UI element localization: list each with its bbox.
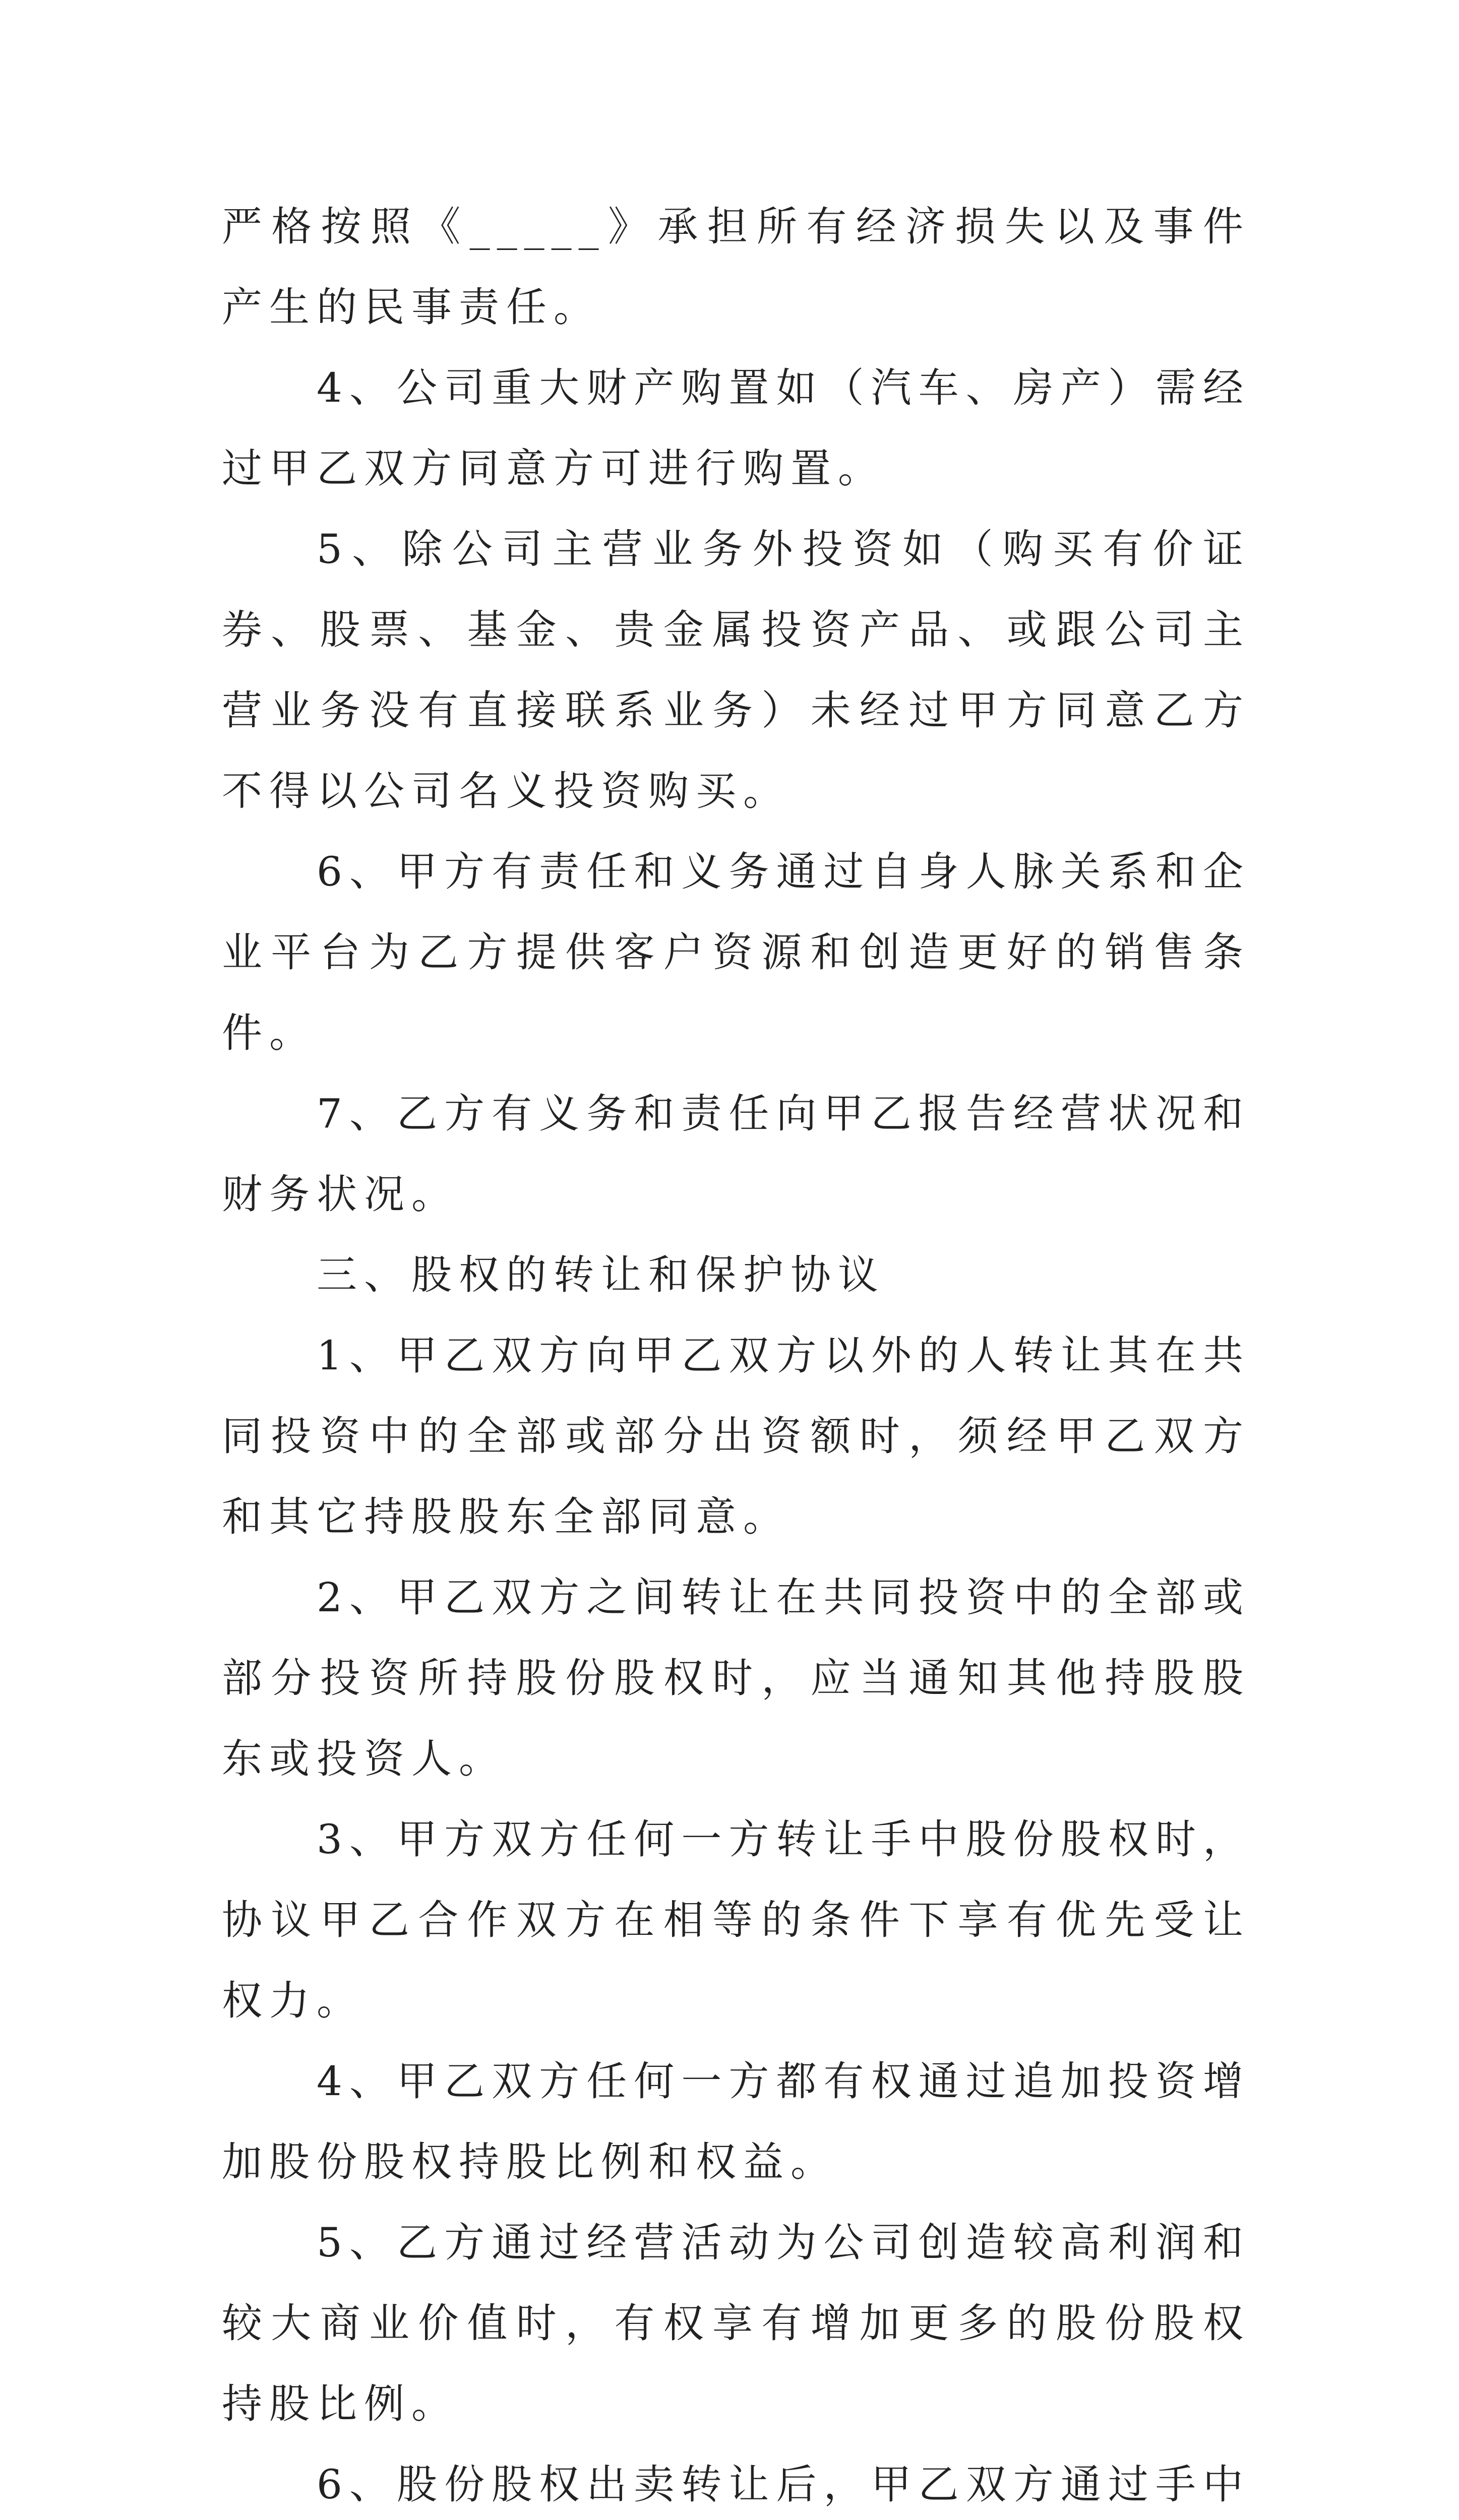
paragraph-section3-item-4: 4、甲乙双方任何一方都有权通过追加投资增加股份股权持股比例和权益。 — [222, 2058, 1250, 2185]
paragraph-section3-item-1: 1、甲乙双方向甲乙双方以外的人转让其在共同投资中的全部或部分出资额时，须经甲乙双方和其它持股股东全部同意。 — [222, 1332, 1250, 1540]
paragraph-item-7: 7、乙方有义务和责任向甲乙报告经营状况和财务状况。 — [222, 1090, 1250, 1218]
paragraph-item-5: 5、除公司主营业务外投资如（购买有价证券、股票、基金、贵金属投资产品、或跟公司主营业务没有直接联系业务）未经过甲方同意乙方不得以公司名义投资购买。 — [222, 526, 1250, 814]
paragraph-continuation: 严格按照《_____》承担所有经济损失以及事件产生的民事责任。 — [222, 203, 1250, 331]
paragraph-section3-item-2: 2、甲乙双方之间转让在共同投资中的全部或部分投资所持股份股权时，应当通知其他持股股东或投资人。 — [222, 1574, 1250, 1782]
paragraph-section3-item-6: 6、股份股权出卖转让后，甲乙双方通过手中 — [317, 2461, 1250, 2508]
paragraph-item-6: 6、甲方有责任和义务通过自身人脉关系和企业平台为乙方提供客户资源和创造更好的销售条件。 — [222, 848, 1250, 1056]
document-body — [222, 186, 1250, 2520]
paragraph-section3-item-5: 5、乙方通过经营活动为公司创造较高利润和较大商业价值时，有权享有增加更多的股份股权持股比例。 — [222, 2219, 1250, 2427]
paragraph-section3-item-3: 3、甲方双方任何一方转让手中股份股权时，协议甲乙合作双方在相等的条件下享有优先受让权力。 — [222, 1816, 1250, 2024]
paragraph-item-4: 4、公司重大财产购置如（汽车、房产）需经过甲乙双方同意方可进行购置。 — [222, 364, 1250, 492]
section-heading-three: 三、股权的转让和保护协议 — [317, 1251, 885, 1298]
